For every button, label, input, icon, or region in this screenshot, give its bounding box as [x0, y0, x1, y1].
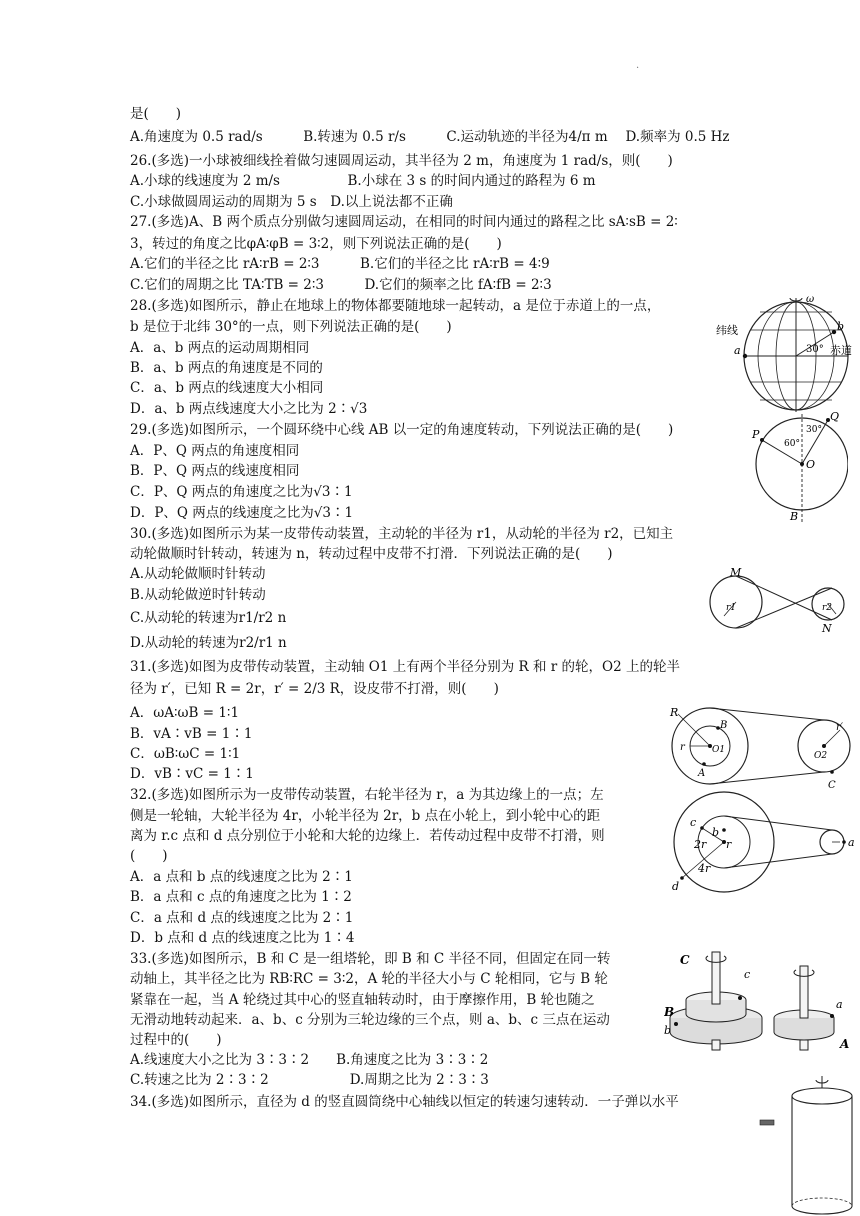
- tower-label-c: c: [744, 968, 751, 981]
- text-line: C．ωB∶ωC = 1∶1: [130, 746, 241, 762]
- text-line: D.从动轮的转速为r2/r1 n: [130, 635, 287, 651]
- text-line: A.从动轮做顺时针转动: [130, 566, 266, 582]
- text-line: B．a、b 两点的角速度是不同的: [130, 360, 323, 376]
- ring-figure: [748, 412, 848, 524]
- text-line: 31.(多选)如图为皮带传动装置，主动轴 O1 上有两个半径分别为 R 和 r 的轮，O2 上的轮半: [130, 659, 680, 675]
- belt2-label-rp: r′: [836, 722, 844, 733]
- text-line: 28.(多选)如图所示，静止在地球上的物体都要随地球一起转动，a 是位于赤道上的一点，: [130, 298, 661, 314]
- belt1-label-r1: r1: [726, 603, 737, 613]
- text-line: C．P、Q 两点的角速度之比为√3∶1: [130, 484, 353, 500]
- ring-label-60: 60°: [784, 439, 800, 449]
- tower-wheel-figure: [664, 944, 856, 1054]
- belt3-label-b: b: [712, 826, 720, 839]
- belt2-label-A: A: [698, 768, 706, 779]
- text-line: 动轮做顺时针转动，转速为 n，转动过程中皮带不打滑．下列说法正确的是( ): [130, 546, 613, 562]
- belt1-label-M: M: [730, 566, 742, 579]
- text-line: A．P、Q 两点的角速度相同: [130, 443, 300, 459]
- belt3-label-a: a: [848, 836, 855, 849]
- text-line: B．P、Q 两点的线速度相同: [130, 463, 300, 479]
- cylinder-figure: [756, 1070, 860, 1216]
- header-mark: .: [636, 60, 640, 71]
- ring-label-P: P: [752, 428, 760, 441]
- ring-label-Q: Q: [830, 412, 840, 423]
- text-line: 29.(多选)如图所示，一个圆环绕中心线 AB 以一定的角速度转动，下列说法正确的是( ): [130, 422, 674, 438]
- text-line: 离为 r.c 点和 d 点分别位于小轮和大轮的边缘上．若传动过程中皮带不打滑，则: [130, 828, 605, 844]
- text-line: 33.(多选)如图所示，B 和 C 是一组塔轮，即 B 和 C 半径不同，但固定在同一转: [130, 951, 611, 967]
- text-line: C．a 点和 d 点的线速度之比为 2∶1: [130, 910, 354, 926]
- tower-label-A: A: [840, 1037, 850, 1051]
- text-line: ( ): [130, 848, 168, 864]
- text-line: 无滑动地转动起来．a、b、c 分别为三轮边缘的三个点，则 a、b、c 三点在运动: [130, 1012, 610, 1028]
- text-line: D．P、Q 两点的线速度之比为√3∶1: [130, 505, 354, 521]
- belt2-label-C: C: [828, 780, 836, 790]
- text-line: B．a 点和 c 点的角速度之比为 1∶2: [130, 889, 352, 905]
- text-line: A.线速度大小之比为 3∶3∶2 B.角速度之比为 3∶3∶2: [130, 1052, 489, 1068]
- belt3-label-2r: 2r: [694, 838, 707, 851]
- belt1-label-r2: r2: [822, 603, 833, 613]
- text-line: 是( ): [130, 106, 182, 122]
- tower-label-B: B: [664, 1005, 675, 1019]
- text-line: 侧是一轮轴，大轮半径为 4r，小轮半径为 2r，b 点在小轮上，到小轮中心的距: [130, 808, 601, 824]
- text-line: b 是位于北纬 30°的一点，则下列说法正确的是( ): [130, 319, 452, 335]
- belt2-label-O1: O1: [712, 745, 726, 755]
- crossed-belt-figure: [704, 566, 854, 634]
- text-line: 动轴上，其半径之比为 RB∶RC = 3∶2，A 轮的半径大小与 C 轮相同，它与 B 轮: [130, 971, 608, 987]
- text-line: A．a、b 两点的运动周期相同: [130, 340, 310, 356]
- text-line: 径为 r′，已知 R = 2r，r′ = 2/3 R，设皮带不打滑，则( ): [130, 681, 499, 697]
- ring-label-30: 30°: [806, 425, 822, 435]
- text-line: D．a、b 两点线速度大小之比为 2∶√3: [130, 401, 368, 417]
- text-line: 过程中的( ): [130, 1032, 222, 1048]
- earth-label-weft: 纬线: [716, 324, 738, 337]
- text-line: C.小球做圆周运动的周期为 5 s D.以上说法都不正确: [130, 194, 453, 210]
- belt-o1-o2-figure: [664, 702, 856, 790]
- text-line: C.转速之比为 2∶3∶2 D.周期之比为 2∶3∶3: [130, 1072, 489, 1088]
- ring-label-O: O: [806, 458, 816, 471]
- text-line: A.小球的线速度为 2 m/s B.小球在 3 s 的时间内通过的路程为 6 m: [130, 173, 596, 189]
- text-line: 26.(多选)一小球被细线拴着做匀速圆周运动，其半径为 2 m，角速度为 1 rad/s，则( ): [130, 153, 673, 169]
- text-line: A.它们的半径之比 rA∶rB = 2∶3 B.它们的半径之比 rA∶rB = 4∶9: [130, 256, 550, 272]
- tower-label-b: b: [664, 1024, 672, 1037]
- belt3-label-d: d: [672, 880, 680, 893]
- text-line: A．ωA∶ωB = 1∶1: [130, 705, 240, 721]
- text-line: 30.(多选)如图所示为某一皮带传动装置，主动轮的半径为 r1，从动轮的半径为 r2，已知主: [130, 526, 674, 542]
- belt2-label-O2: O2: [814, 751, 828, 761]
- text-line: D．b 点和 d 点的线速度之比为 1∶4: [130, 930, 355, 946]
- text-line: 3，转过的角度之比φA∶φB = 3∶2，则下列说法正确的是( ): [130, 236, 502, 252]
- text-line: 紧靠在一起，当 A 轮绕过其中心的竖直轴转动时，由于摩擦作用，B 轮也随之: [130, 992, 595, 1008]
- earth-figure: [714, 294, 860, 414]
- text-line: A.角速度为 0.5 rad/s B.转速为 0.5 r/s C.运动轨迹的半径为4/π m D.频率为 0.5 Hz: [130, 129, 730, 145]
- text-line: B．vA∶vB = 1∶1: [130, 726, 253, 742]
- ring-label-B: B: [790, 510, 799, 523]
- belt3-label-4r: 4r: [698, 862, 711, 875]
- text-line: 34.(多选)如图所示，直径为 d 的竖直圆筒绕中心轴线以恒定的转速匀速转动．一子弹以水平: [130, 1094, 679, 1110]
- text-line: A．a 点和 b 点的线速度之比为 2∶1: [130, 869, 353, 885]
- text-line: D．vB∶vC = 1∶1: [130, 766, 254, 782]
- earth-label-omega: ω: [806, 294, 815, 305]
- earth-label-a: a: [734, 344, 741, 357]
- text-line: C.从动轮的转速为r1/r2 n: [130, 610, 287, 626]
- belt2-label-R: R: [670, 706, 679, 719]
- tower-label-C: C: [680, 953, 690, 967]
- belt3-label-c: c: [690, 816, 697, 829]
- earth-label-equator: 赤道: [830, 344, 852, 357]
- tower-label-a: a: [836, 998, 843, 1011]
- text-line: 32.(多选)如图所示为一皮带传动装置，右轮半径为 r，a 为其边缘上的一点；左: [130, 787, 604, 803]
- earth-label-b: b: [837, 320, 845, 333]
- belt2-label-B: B: [720, 720, 728, 731]
- belt1-label-N: N: [822, 622, 832, 634]
- belt2-label-r: r: [680, 742, 685, 753]
- text-line: C.它们的周期之比 TA∶TB = 2∶3 D.它们的频率之比 fA∶fB = 2∶3: [130, 277, 552, 293]
- earth-label-angle: 30°: [806, 344, 824, 355]
- text-line: C．a、b 两点的线速度大小相同: [130, 380, 324, 396]
- belt-axle-figure: [664, 786, 860, 896]
- text-line: B.从动轮做逆时针转动: [130, 587, 266, 603]
- text-line: 27.(多选)A、B 两个质点分别做匀速圆周运动，在相同的时间内通过的路程之比 sA∶sB = 2∶: [130, 214, 678, 230]
- belt3-label-r: r: [726, 838, 732, 851]
